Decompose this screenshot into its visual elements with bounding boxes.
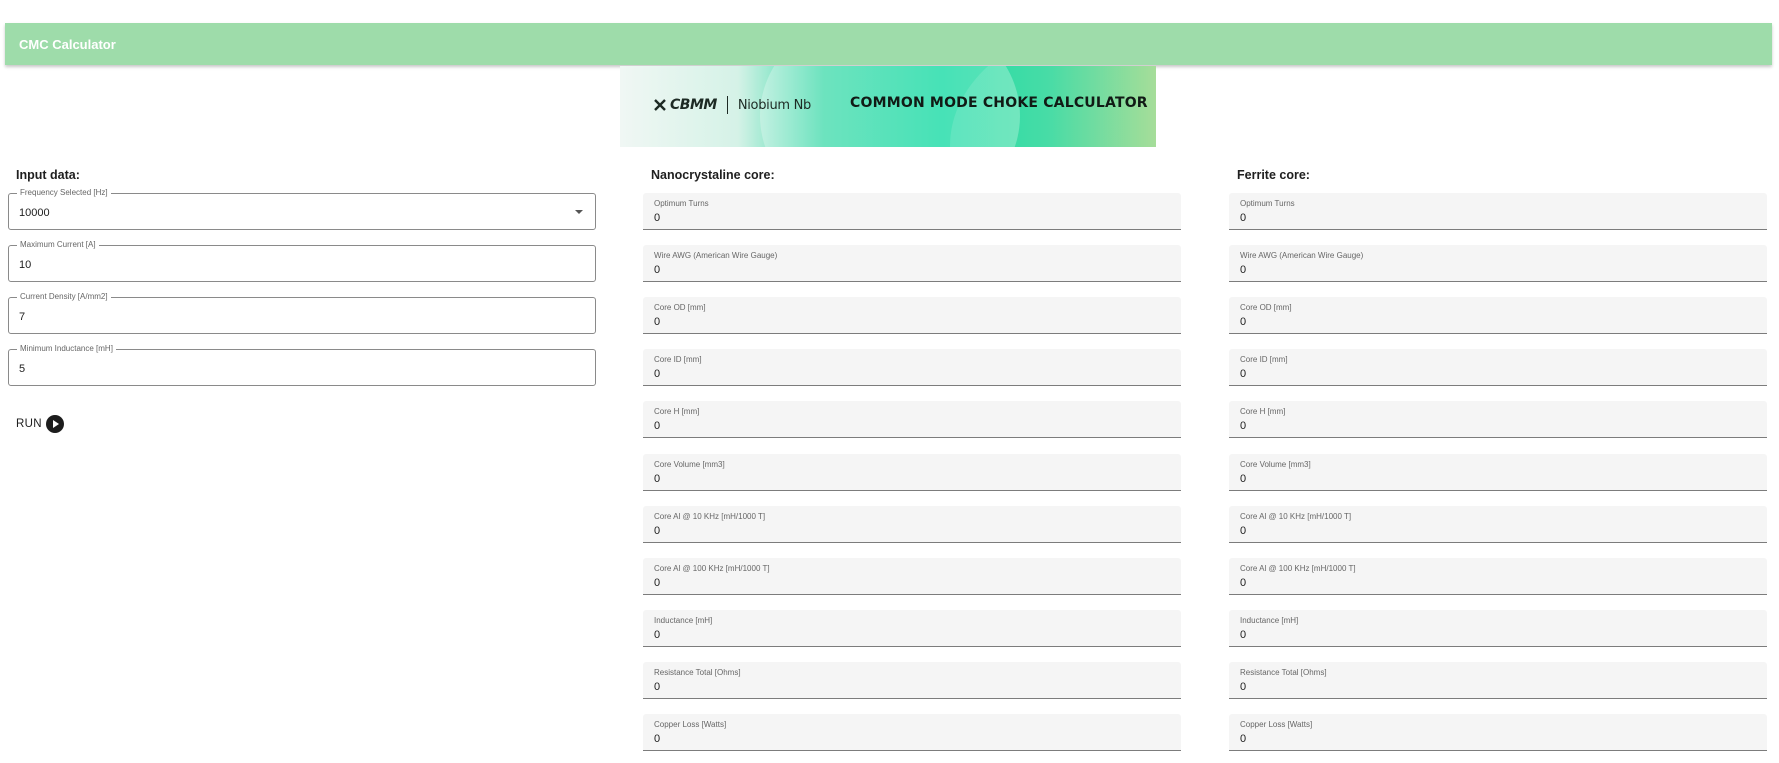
nano-result-field[interactable] [643, 401, 1181, 438]
ferrite-result-field[interactable] [1229, 662, 1767, 699]
banner-title: COMMON MODE CHOKE CALCULATOR [850, 95, 1148, 111]
run-button[interactable] [16, 412, 64, 436]
min-inductance-value: 5 [19, 363, 26, 375]
result-field-label: Core ID [mm] [1240, 355, 1288, 364]
cbmm-logo-icon [652, 97, 668, 113]
ferrite-result-field[interactable] [1229, 454, 1767, 491]
result-field-label: Wire AWG (American Wire Gauge) [654, 251, 778, 260]
ferrite-result-field[interactable] [1229, 558, 1767, 595]
result-field-label: Copper Loss [Watts] [1240, 720, 1313, 729]
result-field-label: Core OD [mm] [1240, 303, 1292, 312]
frequency-select[interactable] [8, 188, 596, 230]
logo-divider [727, 96, 728, 114]
current-density-value: 7 [19, 311, 26, 323]
min-inductance-label: Minimum Inductance [mH] [17, 344, 116, 353]
result-field-value: 0 [654, 629, 661, 641]
result-field-label: Resistance Total [Ohms] [654, 668, 741, 677]
result-field-value: 0 [654, 368, 661, 380]
ferrite-result-field[interactable] [1229, 506, 1767, 543]
nano-heading: Nanocrystaline core: [651, 168, 775, 182]
run-label: RUN [16, 418, 42, 430]
ferrite-heading: Ferrite core: [1237, 168, 1310, 182]
result-field-label: Copper Loss [Watts] [654, 720, 727, 729]
logo-niobium-text: Niobium Nb [737, 97, 811, 113]
result-field-value: 0 [1240, 629, 1247, 641]
ferrite-result-field[interactable] [1229, 193, 1767, 230]
result-field-label: Wire AWG (American Wire Gauge) [1240, 251, 1364, 260]
result-field-label: Optimum Turns [1240, 199, 1295, 208]
nano-result-field[interactable] [643, 297, 1181, 334]
chevron-down-icon[interactable] [575, 210, 583, 214]
max-current-field[interactable] [8, 240, 596, 282]
current-density-field[interactable] [8, 292, 596, 334]
nano-result-field[interactable] [643, 714, 1181, 751]
current-density-label: Current Density [A/mm2] [17, 292, 111, 301]
app-bar [5, 23, 1772, 65]
nano-result-field[interactable] [643, 193, 1181, 230]
ferrite-result-field[interactable] [1229, 297, 1767, 334]
app-title: CMC Calculator [19, 37, 116, 52]
result-field-label: Inductance [mH] [1240, 616, 1299, 625]
max-current-value: 10 [19, 259, 32, 271]
result-field-value: 0 [654, 525, 661, 537]
result-field-value: 0 [654, 473, 661, 485]
frequency-value: 10000 [19, 207, 50, 219]
result-field-value: 0 [1240, 473, 1247, 485]
result-field-label: Core ID [mm] [654, 355, 702, 364]
result-field-label: Core H [mm] [1240, 407, 1286, 416]
result-field-label: Inductance [mH] [654, 616, 713, 625]
nano-result-field[interactable] [643, 454, 1181, 491]
result-field-label: Core Al @ 100 KHz [mH/1000 T] [654, 564, 770, 573]
result-field-value: 0 [654, 264, 661, 276]
result-field-label: Core H [mm] [654, 407, 700, 416]
result-field-value: 0 [654, 577, 661, 589]
result-field-label: Optimum Turns [654, 199, 709, 208]
result-field-value: 0 [1240, 525, 1247, 537]
ferrite-result-field[interactable] [1229, 349, 1767, 386]
result-field-value: 0 [1240, 681, 1247, 693]
result-field-value: 0 [654, 733, 661, 745]
result-field-value: 0 [654, 681, 661, 693]
nano-result-field[interactable] [643, 558, 1181, 595]
result-field-value: 0 [1240, 733, 1247, 745]
result-field-value: 0 [1240, 264, 1247, 276]
result-field-value: 0 [654, 212, 661, 224]
input-heading: Input data: [16, 168, 80, 182]
logo-cbmm-text: CBMM [670, 97, 717, 113]
ferrite-result-field[interactable] [1229, 714, 1767, 751]
result-field-label: Core OD [mm] [654, 303, 706, 312]
nano-result-field[interactable] [643, 506, 1181, 543]
result-field-value: 0 [1240, 212, 1247, 224]
nano-result-field[interactable] [643, 349, 1181, 386]
play-circle-icon [46, 415, 64, 433]
nano-result-field[interactable] [643, 662, 1181, 699]
banner-logo [652, 94, 811, 116]
result-field-value: 0 [1240, 368, 1247, 380]
result-field-value: 0 [654, 316, 661, 328]
result-field-label: Core Volume [mm3] [654, 460, 725, 469]
result-field-value: 0 [1240, 577, 1247, 589]
nano-result-field[interactable] [643, 245, 1181, 282]
result-field-label: Core Volume [mm3] [1240, 460, 1311, 469]
frequency-label: Frequency Selected [Hz] [17, 188, 111, 197]
max-current-label: Maximum Current [A] [17, 240, 99, 249]
result-field-value: 0 [654, 420, 661, 432]
banner [620, 66, 1156, 147]
result-field-label: Core Al @ 10 KHz [mH/1000 T] [654, 512, 766, 521]
nano-result-field[interactable] [643, 610, 1181, 647]
ferrite-result-field[interactable] [1229, 401, 1767, 438]
result-field-value: 0 [1240, 420, 1247, 432]
result-field-label: Resistance Total [Ohms] [1240, 668, 1327, 677]
result-field-label: Core Al @ 10 KHz [mH/1000 T] [1240, 512, 1352, 521]
ferrite-result-field[interactable] [1229, 610, 1767, 647]
min-inductance-field[interactable] [8, 344, 596, 386]
ferrite-result-field[interactable] [1229, 245, 1767, 282]
result-field-value: 0 [1240, 316, 1247, 328]
result-field-label: Core Al @ 100 KHz [mH/1000 T] [1240, 564, 1356, 573]
